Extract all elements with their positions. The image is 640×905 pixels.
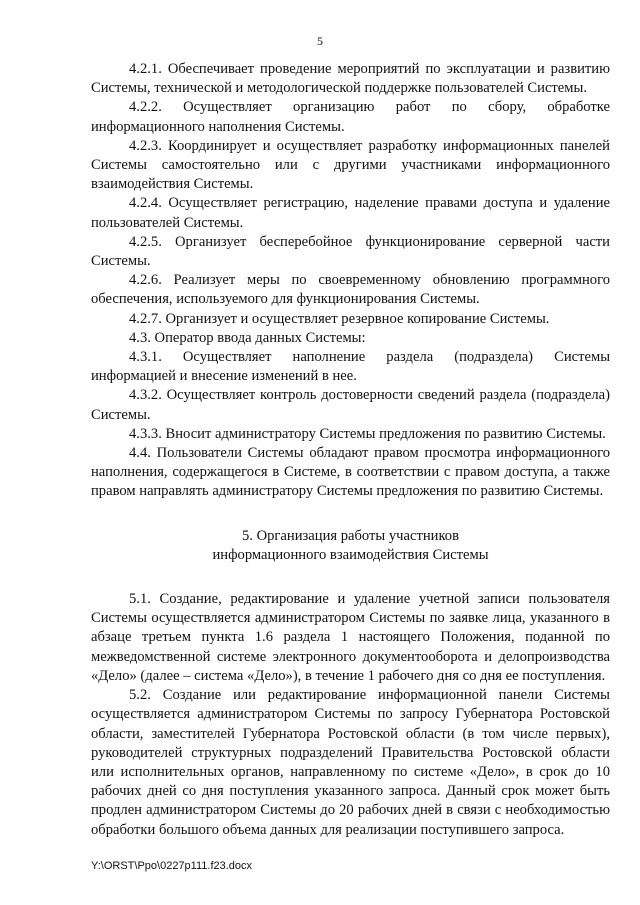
paragraph-4-3: 4.3. Оператор ввода данных Системы: bbox=[129, 329, 366, 346]
document-body bbox=[91, 60, 610, 840]
footer-file-path: Y:\ORST\Ppo\0227p111.f23.docx bbox=[91, 860, 253, 872]
paragraph-4-2-2: 4.2.2. Осуществляет организацию работ по сбору, обработке информационного наполнения Системы. bbox=[91, 99, 610, 135]
section-5-heading-line2: информационного взаимодействия Системы bbox=[212, 546, 489, 563]
paragraph-4-2-1: 4.2.1. Обеспечивает проведение мероприятий по эксплуатации и развитию Системы, технической и методологической поддержке пользователей Системы. bbox=[91, 61, 610, 97]
paragraph-4-4: 4.4. Пользователи Системы обладают правом просмотра информационного наполнения, содержащегося в Системе, в соответствии с правом доступа, а также правом направлять администратору Системы предложения по развитию Системы. bbox=[91, 445, 610, 500]
section-5-heading bbox=[91, 527, 610, 565]
paragraph-4-2-6: 4.2.6. Реализует меры по своевременному обновлению программного обеспечения, используемого для функционирования Системы. bbox=[91, 272, 610, 308]
paragraph-4-3-2: 4.3.2. Осуществляет контроль достоверности сведений раздела (подраздела) Системы. bbox=[91, 387, 610, 423]
paragraph-4-2-5: 4.2.5. Организует бесперебойное функционирование серверной части Системы. bbox=[91, 233, 610, 270]
paragraph-4-3-3: 4.3.3. Вносит администратору Системы предложения по развитию Системы. bbox=[129, 425, 606, 442]
paragraph-4-2-4: 4.2.4. Осуществляет регистрацию, наделение правами доступа и удаление пользователей Системы. bbox=[91, 195, 610, 231]
paragraph-5-1: 5.1. Создание, редактирование и удаление учетной записи пользователя Системы осуществляется администратором Системы по заявке лица, указанного в абзаце третьем пункта 1.6 раздела 1 настоящего Положения, поданной по межведомственной системе электронного документооборота и делопроизводства «Дело» (далее – система «Дело»), в течение 1 рабочего дня со дня ее поступления. bbox=[91, 591, 610, 684]
paragraph-4-2-3: 4.2.3. Координирует и осуществляет разработку информационных панелей Системы самостоятельно или с другими участниками информационного взаимодействия Системы. bbox=[91, 137, 610, 193]
paragraph-5-2: 5.2. Создание или редактирование информационной панели Системы осуществляется администратором Системы по запросу Губернатора Ростовской области, заместителей Губернатора Ростовской области (в том числе первых), руководителей структурных подразделений Правительства Ростовской области или исполнительных органов, направленному по системе «Дело», в срок до 10 рабочих дней со дня поступления указанного запроса. Данный срок может быть продлен администратором Системы до 20 рабочих дней в связи с необходимостью обработки большого объема данных для реализации поступившего запроса. bbox=[91, 687, 610, 838]
page-number: 5 bbox=[317, 34, 323, 48]
paragraph-4-2-7: 4.2.7. Организует и осуществляет резервное копирование Системы. bbox=[129, 310, 550, 327]
section-5-heading-line1: 5. Организация работы участников bbox=[242, 527, 459, 544]
paragraph-4-3-1: 4.3.1. Осуществляет наполнение раздела (подраздела) Системы информацией и внесение изменений в нее. bbox=[91, 349, 610, 385]
